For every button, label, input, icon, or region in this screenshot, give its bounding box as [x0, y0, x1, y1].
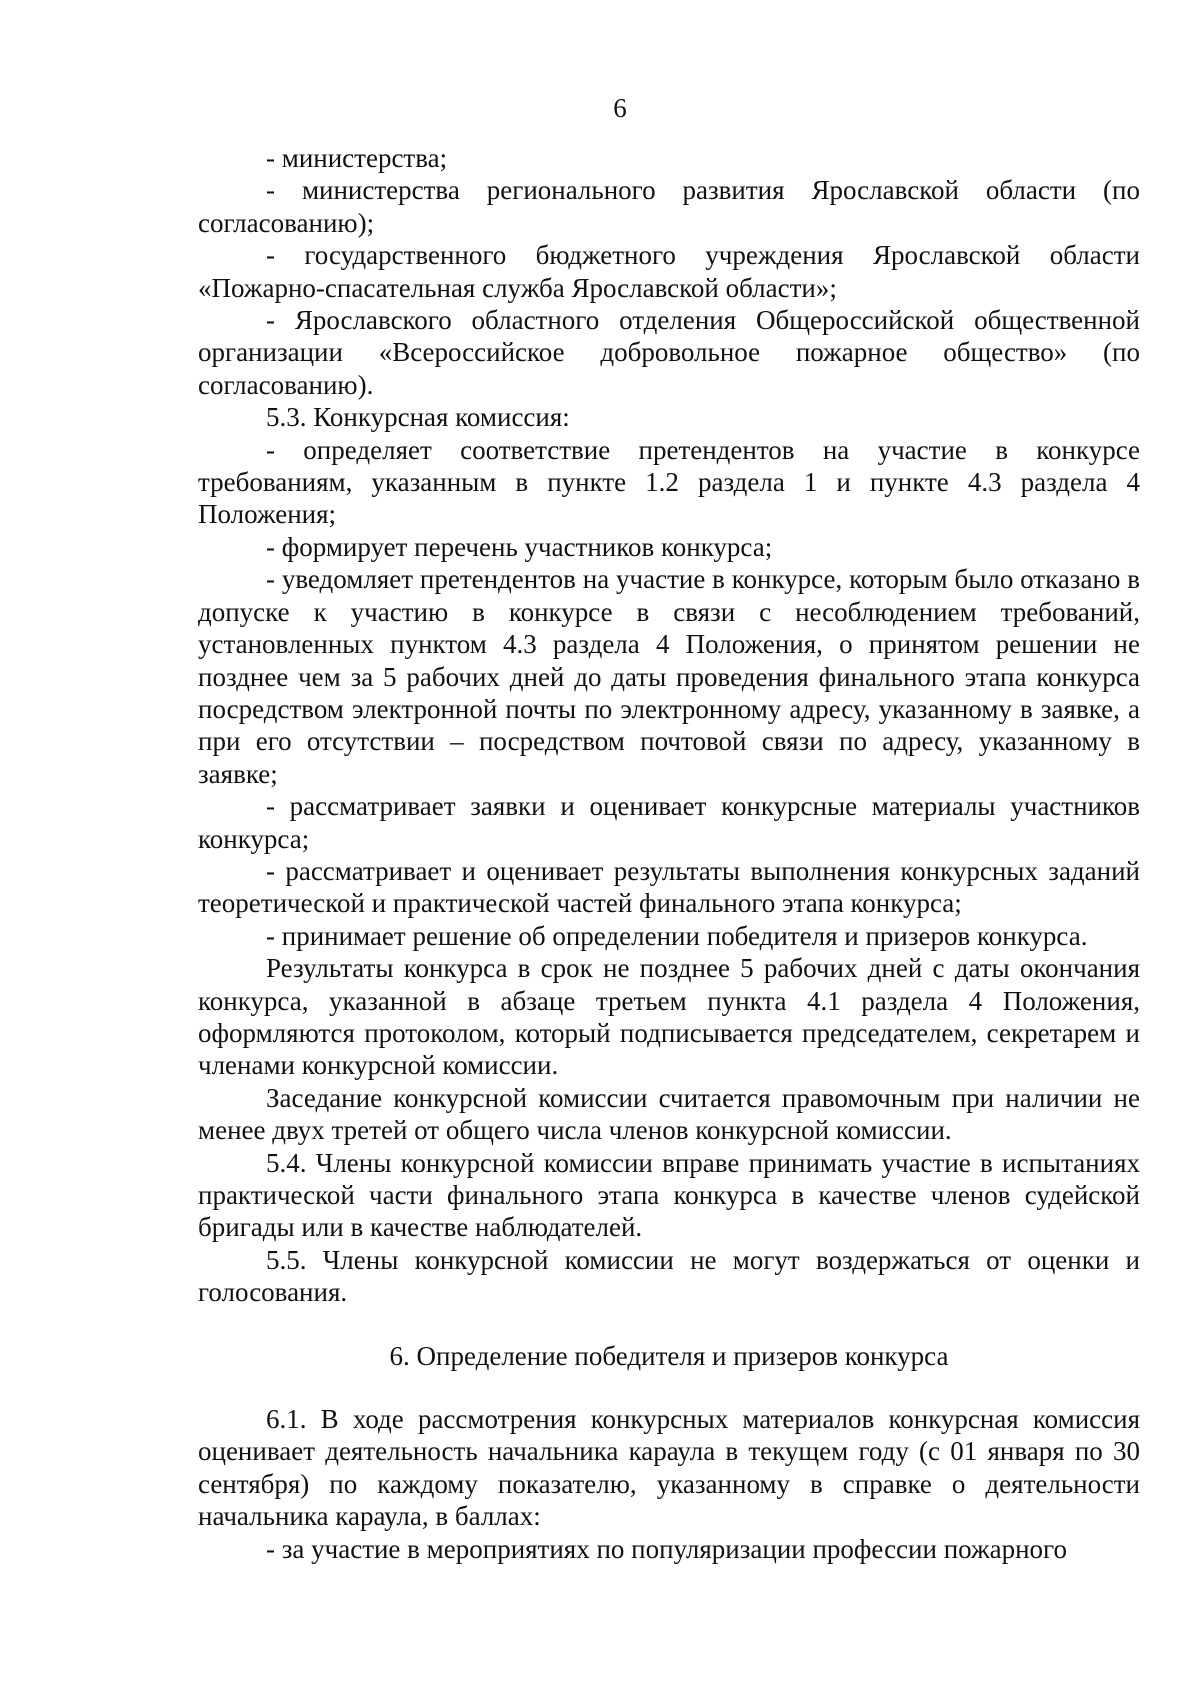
paragraph: - за участие в мероприятиях по популяризации профессии пожарного — [266, 1533, 1067, 1564]
paragraph: 6.1. В ходе рассмотрения конкурсных материалов конкурсная комиссия оценивает деятельность начальника караула в текущем году (с 01 января по 30 сентября) по каждому показателю, указанному в справке о деятельности начальника караула, в баллах: — [198, 1404, 1140, 1532]
page-number: 6 — [613, 93, 627, 123]
paragraph: - Ярославского областного отделения Общероссийской общественной организации «Всероссийское добровольное пожарное общество» (по согласованию). — [198, 305, 1140, 400]
paragraph: 5.3. Конкурсная комиссия: — [266, 402, 570, 433]
paragraph: - министерства регионального развития Ярославской области (по согласованию); — [198, 175, 1140, 238]
paragraph: - уведомляет претендентов на участие в конкурсе, которым было отказано в допуске к участию в конкурсе в связи с несоблюдением требований, установленных пунктом 4.3 раздела 4 Положения, о принятом решении не позднее чем за 5 рабочих дней до даты проведения финального этапа конкурса посредством электронной почты по электронному адресу, указанному в заявке, а при его отсутствии – посредством почтовой связи по адресу, указанному в заявке; — [198, 564, 1140, 789]
paragraph: - министерства; — [266, 143, 448, 173]
paragraph: 5.5. Члены конкурсной комиссии не могут воздержаться от оценки и голосования. — [198, 1244, 1140, 1308]
paragraph: Заседание конкурсной комиссии считается правомочным при наличии не менее двух третей от общего числа членов конкурсной комиссии. — [198, 1082, 1140, 1146]
paragraph: - принимает решение об определении победителя и призеров конкурса. — [266, 920, 1088, 951]
document-body — [198, 142, 1140, 1565]
paragraph: - определяет соответствие претендентов на участие в конкурсе требованиям, указанным в пункте 1.2 раздела 1 и пункте 4.3 раздела 4 Положения; — [198, 434, 1140, 530]
paragraph: - рассматривает и оценивает результаты выполнения конкурсных заданий теоретической и практической частей финального этапа конкурса; — [198, 855, 1140, 919]
paragraph: 5.4. Члены конкурсной комиссии вправе принимать участие в испытаниях практической части финального этапа конкурса в качестве членов судейской бригады или в качестве наблюдателей. — [198, 1147, 1140, 1243]
paragraph: - рассматривает заявки и оценивает конкурсные материалы участников конкурса; — [198, 791, 1140, 854]
paragraph: - государственного бюджетного учреждения Ярославской области «Пожарно-спасательная служба Ярославской области»; — [198, 240, 1140, 303]
section-heading: 6. Определение победителя и призеров конкурса — [389, 1340, 949, 1371]
paragraph: - формирует перечень участников конкурса; — [266, 531, 773, 562]
paragraph: Результаты конкурса в срок не позднее 5 рабочих дней с даты окончания конкурса, указанной в абзаце третьем пункта 4.1 раздела 4 Положения, оформляются протоколом, который подписывается председателем, секретарем и членами конкурсной комиссии. — [198, 953, 1140, 1081]
